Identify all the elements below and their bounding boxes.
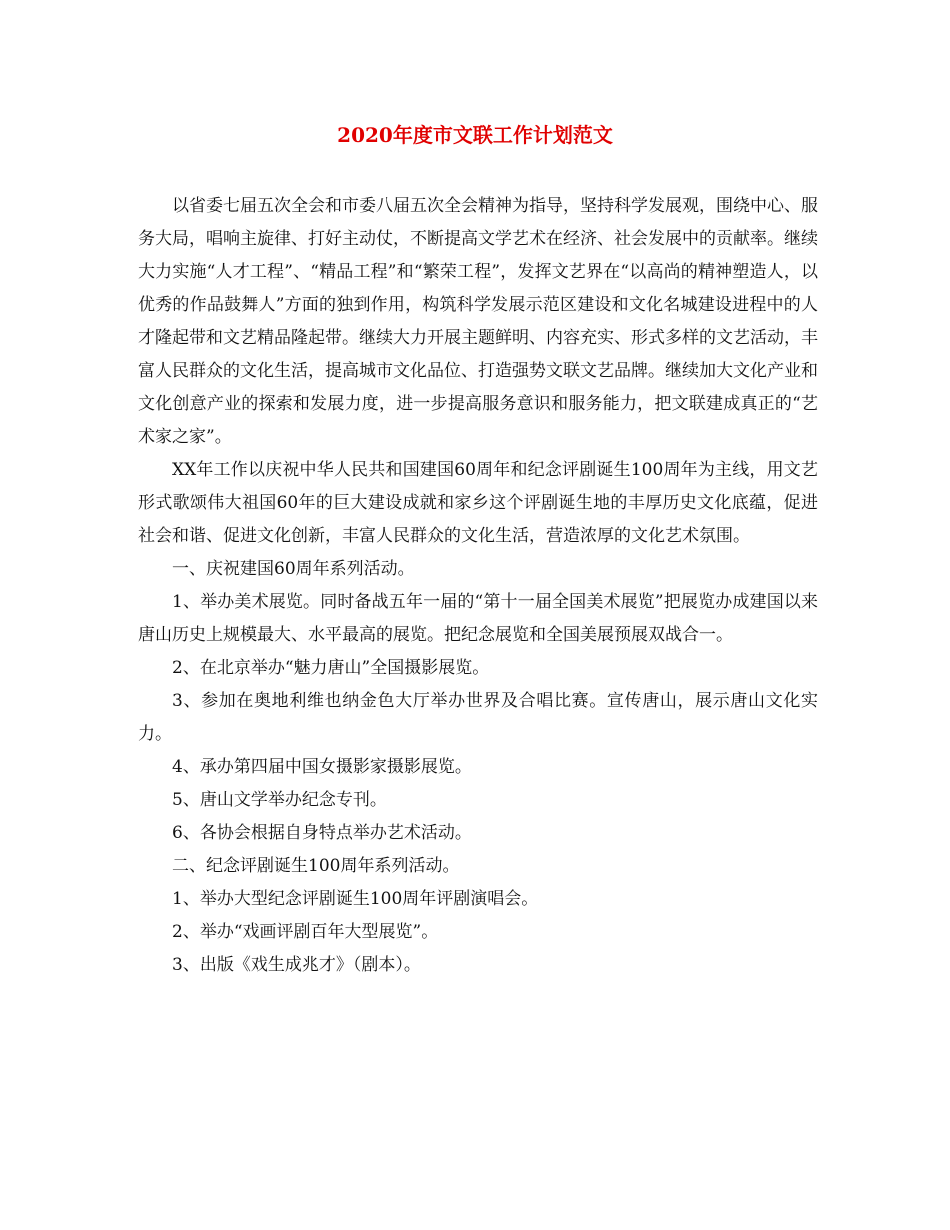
list-item: 2、举办“戏画评剧百年大型展览”。 (172, 922, 439, 942)
document-title: 2020年度市文联工作计划范文 (337, 123, 613, 147)
list-item: 1、举办美术展览。同时备战五年一届的“第十一届全国美术展览”把展览办成建国以来唐山历史上规模最大、水平最高的展览。把纪念展览和全国美展预展双战合一。 (138, 592, 818, 645)
section-heading-2: 二、纪念评剧诞生100周年系列活动。 (172, 856, 460, 876)
list-item: 2、在北京举办“魅力唐山”全国摄影展览。 (172, 658, 490, 678)
list-item: 6、各协会根据自身特点举办艺术活动。 (172, 823, 472, 843)
list-item: 3、参加在奥地利维也纳金色大厅举办世界及合唱比赛。宣传唐山，展示唐山文化实力。 (138, 691, 818, 744)
section-heading-1: 一、庆祝建国60周年系列活动。 (172, 559, 415, 579)
paragraph-intro: 以省委七届五次全会和市委八届五次全会精神为指导，坚持科学发展观，围绕中心、服务大局，唱响主旋律、打好主动仗，不断提高文学艺术在经济、社会发展中的贡献率。继续大力实施“人才工程”、“精品工程”和“繁荣工程”，发挥文艺界在“以高尚的精神塑造人，以优秀的作品鼓舞人”方面的独到作用，构筑科学发展示范区建设和文化名城建设进程中的人才隆起带和文艺精品隆起带。继续大力开展主题鲜明、内容充实、形式多样的文艺活动，丰富人民群众的文化生活，提高城市文化品位、打造强势文联文艺品牌。继续加大文化产业和文化创意产业的探索和发展力度，进一步提高服务意识和服务能力，把文联建成真正的“艺术家之家”。 (138, 196, 818, 447)
list-item: 5、唐山文学举办纪念专刊。 (172, 790, 387, 810)
document-body (138, 190, 818, 982)
paragraph-mainline: XX年工作以庆祝中华人民共和国建国60周年和纪念评剧诞生100周年为主线，用文艺形式歌颂伟大祖国60年的巨大建设成就和家乡这个评剧诞生地的丰厚历史文化底蕴，促进社会和谐、促进文化创新，丰富人民群众的文化生活，营造浓厚的文化艺术氛围。 (138, 460, 818, 546)
list-item: 1、举办大型纪念评剧诞生100周年评剧演唱会。 (172, 889, 539, 909)
list-item: 3、出版《戏生成兆才》（剧本）。 (172, 955, 421, 975)
list-item: 4、承办第四届中国女摄影家摄影展览。 (172, 757, 472, 777)
